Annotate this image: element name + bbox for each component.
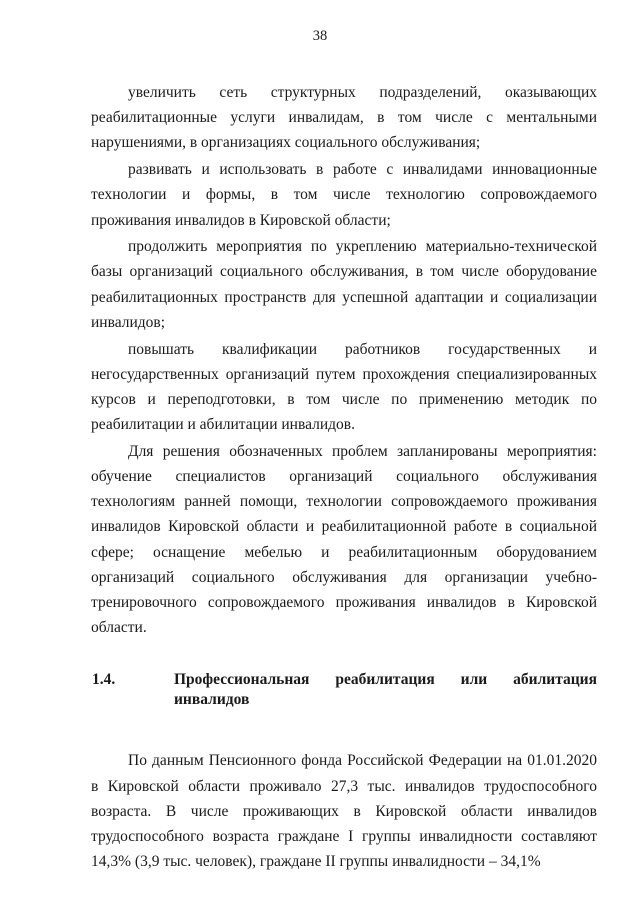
page-number: 38 xyxy=(312,28,328,44)
document-body xyxy=(91,80,597,876)
paragraph-qualification: повышать квалификации работников государственных и негосударственных организаций путем прохождения специализированных курсов и переподготовки, в том числе по применению методик по реабилитации и абилитации инвалидов. xyxy=(91,340,597,434)
section-spacer xyxy=(91,710,597,748)
section-title: Профессиональная реабилитация или абилитация инвалидов xyxy=(174,671,597,709)
paragraph-innovative-technologies: развивать и использовать в работе с инвалидами инновационные технологии и формы, в том числе технологию сопровождаемого проживания инвалидов в Кировской области; xyxy=(91,161,597,229)
paragraph-pension-fund-data: По данным Пенсионного фонда Российской Федерации на 01.01.2020 в Кировской области проживало 27,3 тыс. инвалидов трудоспособного возраста. В числе проживающих в Кировской области инвалидов трудоспособного возраста граждане I группы инвалидности составляют 14,3% (3,9 тыс. человек), граждане II группы инвалидности – 34,1% xyxy=(91,752,597,871)
section-heading xyxy=(91,670,597,710)
paragraph-planned-measures: Для решения обозначенных проблем запланированы мероприятия: обучение специалистов организаций социального обслуживания технологиям ранней помощи, технологии сопровождаемого проживания инвалидов Кировской области и реабилитационной работе в социальной сфере; оснащение мебелью и реабилитационным оборудованием организаций социального обслуживания для организации учебно-тренировочного сопровождаемого проживания инвалидов в Кировской области. xyxy=(91,442,597,637)
paragraph-material-base: продолжить мероприятия по укреплению материально-технической базы организаций социального обслуживания, в том числе оборудование реабилитационных пространств для успешной адаптации и социализации инвалидов; xyxy=(91,238,597,331)
paragraph-expand-network: увеличить сеть структурных подразделений, оказывающих реабилитационные услуги инвалидам, в том числе с ментальными нарушениями, в организациях социального обслуживания; xyxy=(91,84,597,152)
section-number: 1.4. xyxy=(92,671,116,689)
